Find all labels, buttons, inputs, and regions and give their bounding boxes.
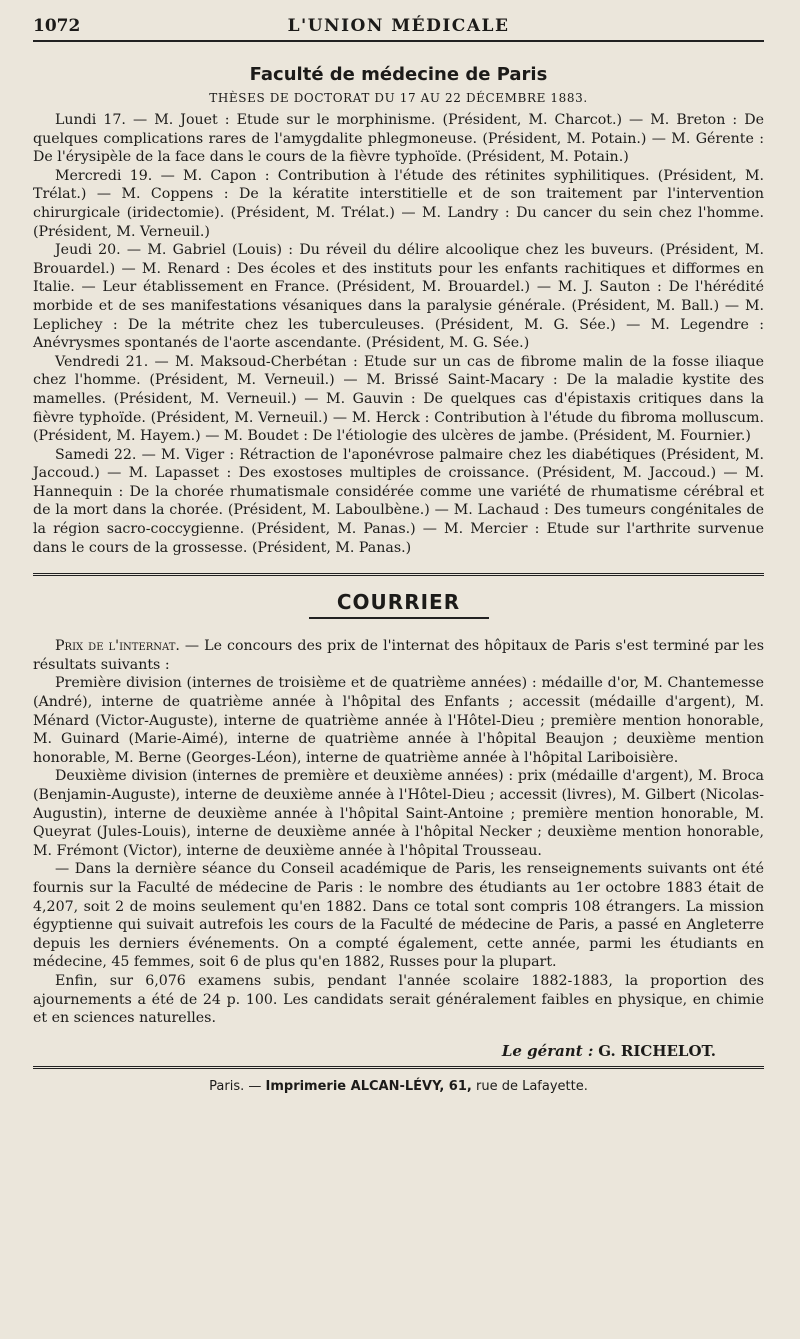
thesis-entry-thursday: Jeudi 20. — M. Gabriel (Louis) : Du réveil du délire alcoolique chez les buveurs. (Président, M. Brouardel.) — M. Renard : Des écoles et des instituts pour les enfants rachitiques et difformes en Italie. — Leur établissement en France. (Président, M. Brouardel.) — M. J. Sauton : De l'hérédité morbide et de ses manifestations vésaniques dans la paralysie générale. (Président, M. Ball.) — M. Leplichey : De la métrite chez les tuberculeuses. (Président, M. G. Sée.) — M. Legendre : Anévrysmes spontanés de l'aorte ascendante. (Président, M. G. Sée.) [33, 242, 764, 352]
thesis-entry-friday: Vendredi 21. — M. Maksoud-Cherbétan : Etude sur un cas de fibrome malin de la fosse iliaque chez l'homme. (Président, M. Verneuil.) — M. Brissé Saint-Macary : De la maladie kystite des mamelles. (Président, M. Verneuil.) — M. Gauvin : De quelques cas d'épistaxis critiques dans la fièvre typhoïde. (Président, M. Verneuil.) — M. Herck : Contribution à l'étude du fibroma molluscum. (Président, M. Hayem.) — M. Boudet : De l'étiologie des ulcères de jambe. (Président, M. Fournier.) [33, 353, 764, 445]
courrier-underline [309, 617, 489, 619]
thesis-entry-saturday: Samedi 22. — M. Viger : Rétraction de l'aponévrose palmaire chez les diabétiques (Président, M. Jaccoud.) — M. Lapasset : Des exostoses multiples de croissance. (Président, M. Jaccoud.) — M. Hannequin : De la chorée rhumatismale considérée comme une variété de rhumatisme cérébral et de la mort dans la chorée. (Président, M. Laboulbène.) — M. Lachaud : Des tumeurs congénitales de la région sacro-coccygienne. (Président, M. Panas.) — M. Mercier : Etude sur l'arthrite survenue dans le cours de la grossesse. (Président, M. Panas.) [33, 446, 764, 556]
manager-signature [33, 1042, 716, 1060]
examinations-paragraph: Enfin, sur 6,076 examens subis, pendant l'année scolaire 1882-1883, la proportion des ajournements a été de 24 p. 100. Les candidats serait généralement faibles en physique, en chimie et en sciences naturelles. [33, 972, 764, 1027]
thesis-entry-monday: Lundi 17. — M. Jouet : Etude sur le morphinisme. (Président, M. Charcot.) — M. Breton : De quelques complications rares de l'amygdalite phlegmoneuse. (Président, M. Potain.) — M. Gérente : De l'érysipèle de la face dans le cours de la fièvre typhoïde. (Président, M. Potain.) [33, 112, 764, 166]
academic-council-paragraph: — Dans la dernière séance du Conseil académique de Paris, les renseignements suivants ont été fournis sur la Faculté de médecine de Paris : le nombre des étudiants au 1er octobre 1883 était de 4,207, soit 2 de moins seulement qu'en 1882. Dans ce total sont compris 108 étrangers. La mission égyptienne qui suivait autrefois les cours de la Faculté de médecine de Paris, a passé en Angleterre depuis les derniers événements. On a compté également, cette année, parmi les étudiants en médecine, 45 femmes, soit 6 de plus qu'en 1882, Russes pour la plupart. [33, 861, 764, 971]
section-divider [33, 573, 764, 576]
journal-title: L'UNION MÉDICALE [287, 16, 510, 36]
first-division-paragraph: Première division (internes de troisième et de quatrième années) : médaille d'or, M. Chantemesse (André), interne de quatrième année à l'hôpital des Enfants ; accessit (médaille d'argent), M. Ménard (Victor-Auguste), interne de quatrième année à l'Hôtel-Dieu ; première mention honorable, M. Guinard (Marie-Aimé), interne de quatrième année à l'hôpital Beaujon ; deuxième mention honorable, M. Berne (Georges-Léon), interne de quatrième année à l'hôpital Lariboisière. [33, 675, 764, 766]
internat-prize-label: Prix de l'internat. [55, 638, 180, 655]
courrier-title: COURRIER [336, 590, 461, 615]
courrier-section [33, 590, 764, 1027]
internat-prize-text: — Le concours des prix de l'internat des hôpitaux de Paris s'est terminé par les résultats suivants : [33, 638, 764, 673]
header-rule [33, 40, 764, 42]
imprint-city: Paris. — [209, 1078, 262, 1094]
faculty-section [33, 64, 764, 557]
imprint-street: rue de Lafayette. [475, 1078, 588, 1094]
theses-subtitle: THÈSES DE DOCTORAT DU 17 AU 22 DÉCEMBRE 1883. [209, 91, 588, 105]
footer-rule [33, 1066, 764, 1069]
signature-name: G. RICHELOT. [598, 1041, 716, 1060]
running-head [33, 0, 764, 40]
faculty-section-title: Faculté de médecine de Paris [249, 64, 548, 85]
page-number: 1072 [33, 16, 81, 36]
signature-label: Le gérant : [501, 1041, 594, 1060]
thesis-entry-wednesday: Mercredi 19. — M. Capon : Contribution à l'étude des rétinites syphilitiques. (Président, M. Trélat.) — M. Coppens : De la kératite interstitielle et de son traitement par l'intervention chirurgicale (iridectomie). (Président, M. Trélat.) — M. Landry : Du cancer du sein chez l'homme. (Président, M. Verneuil.) [33, 167, 764, 240]
imprint-printer: Imprimerie ALCAN-LÉVY, 61, [265, 1078, 472, 1094]
second-division-paragraph: Deuxième division (internes de première et deuxième années) : prix (médaille d'argent), M. Broca (Benjamin-Auguste), interne de deuxième année à l'Hôtel-Dieu ; accessit (livres), M. Gilbert (Nicolas-Augustin), interne de deuxième année à l'hôpital Saint-Antoine ; première mention honorable, M. Queyrat (Jules-Louis), interne de deuxième année à l'hôpital Necker ; deuxième mention honorable, M. Frémont (Victor), interne de deuxième année à l'hôpital Trousseau. [33, 768, 764, 859]
internat-prize-intro [33, 637, 764, 674]
printer-imprint [33, 1079, 764, 1094]
